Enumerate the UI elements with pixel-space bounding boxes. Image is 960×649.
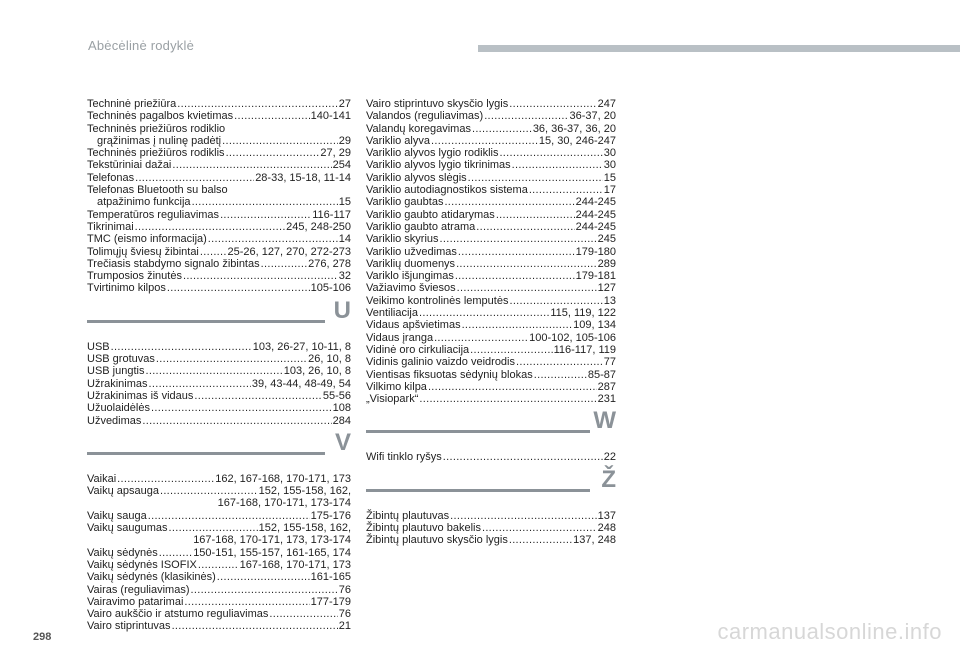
section-t xyxy=(87,98,351,295)
dot-leader xyxy=(148,510,310,522)
index-entry-term: Vidaus įranga xyxy=(366,331,434,344)
index-entry-pages: 103, 26-27, 10-11, 8 xyxy=(252,340,351,353)
index-entry xyxy=(366,147,616,159)
index-entry-pages: 179-180 xyxy=(575,245,616,258)
dot-leader xyxy=(217,571,310,583)
dot-leader xyxy=(177,98,337,110)
index-entry-pages: 100-102, 105-106 xyxy=(529,331,616,344)
index-entry-pages: 13 xyxy=(603,294,616,307)
index-entry xyxy=(87,353,351,365)
dot-leader xyxy=(135,221,286,233)
index-entry xyxy=(366,307,616,319)
index-entry xyxy=(87,172,351,184)
dot-leader xyxy=(261,258,308,270)
section-w xyxy=(366,451,616,463)
index-entry xyxy=(87,246,351,258)
section-u xyxy=(87,341,351,427)
dot-leader xyxy=(169,522,258,534)
index-entry-pages: 15 xyxy=(338,196,351,209)
index-entry xyxy=(366,332,616,344)
index-entry xyxy=(87,378,351,390)
index-entry-pages: 167-168, 170-171, 173-174 xyxy=(217,497,351,510)
index-entry-pages: 140-141 xyxy=(310,110,351,123)
index-entry-pages: 150-151, 155-157, 161-165, 174 xyxy=(193,546,351,559)
index-entry xyxy=(87,135,351,147)
index-entry xyxy=(87,485,351,497)
index-entry-pages: 77 xyxy=(603,356,616,369)
index-entry-term: Užrakinimas xyxy=(87,377,148,390)
dot-leader xyxy=(194,390,321,402)
index-entry-term: Variklio skyrius xyxy=(366,233,439,246)
section-heading-u xyxy=(87,296,351,335)
index-entry xyxy=(87,159,351,171)
section-heading-w xyxy=(366,407,616,445)
index-entry-pages: 177-179 xyxy=(310,595,351,608)
index-entry-term: USB xyxy=(87,340,110,353)
index-entry-pages: 152, 155-158, 162, xyxy=(258,522,351,535)
index-entry xyxy=(87,209,351,221)
dot-leader xyxy=(184,596,309,608)
index-entry xyxy=(366,510,616,522)
index-entry-pages: 289 xyxy=(597,257,616,270)
index-entry xyxy=(366,196,616,208)
section-heading-z xyxy=(366,465,616,504)
index-entry-pages: 244-245 xyxy=(575,196,616,209)
index-entry-pages: 247 xyxy=(597,98,616,110)
index-entry-term: Vairavimo patarimai xyxy=(87,595,184,608)
section-v xyxy=(87,473,351,633)
index-entry-pages: 17 xyxy=(603,184,616,197)
index-entry xyxy=(366,522,616,534)
index-entry xyxy=(87,596,351,608)
section-letter: U xyxy=(333,296,351,324)
index-entry xyxy=(87,571,351,583)
dot-leader xyxy=(512,159,603,171)
index-entry-pages: 287 xyxy=(597,380,616,393)
index-entry-term: Vidinis galinio vaizdo veidrodis xyxy=(366,356,515,369)
index-entry-pages: 254 xyxy=(332,159,351,172)
index-entry-term: Vaikų sėdynės xyxy=(87,546,158,559)
index-entry-pages: 39, 43-44, 48-49, 54 xyxy=(251,377,351,390)
section-rule xyxy=(366,489,590,492)
index-entry-term: Tekstūriniai dažai xyxy=(87,159,172,172)
dot-leader xyxy=(222,135,338,147)
index-entry xyxy=(87,559,351,571)
index-entry-pages: 85-87 xyxy=(587,368,616,381)
dot-leader xyxy=(172,159,331,171)
index-entry-term: Vairas (reguliavimas) xyxy=(87,583,190,596)
index-entry xyxy=(87,620,351,632)
index-entry-pages: 162, 167-168, 170-171, 173 xyxy=(215,472,351,485)
dot-leader xyxy=(151,402,332,414)
index-entry xyxy=(366,159,616,171)
dot-leader xyxy=(509,98,596,110)
dot-leader xyxy=(457,282,597,294)
index-entry xyxy=(366,209,616,221)
index-entry-pages: 284 xyxy=(332,414,351,427)
index-entry-term: Wifi tinklo ryšys xyxy=(366,451,442,464)
index-entry-pages: 36-37, 20 xyxy=(569,110,616,123)
index-entry-pages: 103, 26, 10, 8 xyxy=(283,365,351,378)
index-entry-pages: 105-106 xyxy=(310,282,351,295)
section-letter: V xyxy=(334,428,351,456)
index-entry-term: Variklio gaubto atidarymas xyxy=(366,208,495,221)
index-entry-term: Temperatūros reguliavimas xyxy=(87,208,220,221)
index-entry xyxy=(87,341,351,353)
index-column-left xyxy=(87,98,351,633)
index-entry-pages: 115, 119, 122 xyxy=(550,307,616,320)
index-entry xyxy=(366,295,616,307)
index-entry-pages: 152, 155-158, 162, xyxy=(258,485,351,498)
index-entry-term: Žibintų plautuvo bakelis xyxy=(366,522,481,535)
index-entry-term: Variklio užvedimas xyxy=(366,245,457,258)
section-letter: Ž xyxy=(601,465,616,493)
dot-leader xyxy=(462,319,573,331)
index-entry-term: TMC (eismo informacija) xyxy=(87,233,207,246)
index-entry-pages: 116-117, 119 xyxy=(553,343,616,356)
index-entry-pages: 161-165 xyxy=(310,571,351,584)
dot-leader xyxy=(142,415,331,427)
dot-leader xyxy=(428,381,597,393)
dot-leader xyxy=(496,209,575,221)
dot-leader xyxy=(476,221,574,233)
index-entry xyxy=(366,369,616,381)
index-entry-pages: 245 xyxy=(597,233,616,246)
dot-leader xyxy=(458,246,575,258)
index-entry-term: Techninės priežiūros rodiklio xyxy=(87,122,226,135)
dot-leader xyxy=(160,485,258,497)
section-rule xyxy=(87,452,325,455)
dot-leader xyxy=(455,270,575,282)
index-entry xyxy=(87,123,351,135)
index-entry-term: Vaikų sauga xyxy=(87,509,147,522)
index-entry xyxy=(87,282,351,294)
index-entry-pages: 76 xyxy=(338,608,351,621)
index-entry-term: Užuolaidėlės xyxy=(87,402,150,415)
page-number: 298 xyxy=(33,631,52,643)
index-entry-term: Vidinė oro cirkuliacija xyxy=(366,343,470,356)
index-entry-pages: 21 xyxy=(338,620,351,633)
index-entry-term: Žibintų plautuvas xyxy=(366,509,450,522)
index-entry-pages: 32 xyxy=(338,270,351,283)
index-entry-term: Ventiliacija xyxy=(366,307,418,320)
dot-leader xyxy=(191,584,338,596)
index-entry-term: USB grotuvas xyxy=(87,353,155,366)
index-entry xyxy=(87,390,351,402)
dot-leader xyxy=(440,233,597,245)
index-entry-term: Variklio gaubto atrama xyxy=(366,220,476,233)
section-rule xyxy=(366,430,590,433)
dot-leader xyxy=(198,559,239,571)
index-entry-term: Variklio alyva xyxy=(366,134,430,147)
index-entry-pages: 137, 248 xyxy=(573,534,616,547)
dot-leader xyxy=(509,534,572,546)
index-entry-pages: 116-117 xyxy=(312,208,351,221)
index-entry xyxy=(87,608,351,620)
dot-leader xyxy=(443,451,603,463)
index-entry xyxy=(366,221,616,233)
dot-leader xyxy=(192,196,338,208)
index-entry-term: Vilkimo kilpa xyxy=(366,380,427,393)
dot-leader xyxy=(226,147,320,159)
index-entry-pages: 15, 30, 246-247 xyxy=(538,134,616,147)
index-entry-term: Vairo aukščio ir atstumo reguliavimas xyxy=(87,608,269,621)
index-entry xyxy=(366,534,616,546)
dot-leader xyxy=(472,123,532,135)
index-entry-term: Trumposios žinutės xyxy=(87,270,182,283)
index-entry-term: USB jungtis xyxy=(87,365,145,378)
index-entry xyxy=(366,381,616,393)
index-entry xyxy=(87,98,351,110)
dot-leader xyxy=(111,341,252,353)
section-v-continued xyxy=(366,98,616,405)
index-entry-term: atpažinimo funkcija xyxy=(97,196,191,209)
dot-leader xyxy=(419,307,549,319)
index-entry-pages: 127 xyxy=(597,282,616,295)
section-z xyxy=(366,510,616,547)
index-entry-pages: 25-26, 127, 270, 272-273 xyxy=(227,245,351,258)
index-entry-pages: 167-168, 170-171, 173 xyxy=(239,558,351,571)
index-entry-term: Užvedimas xyxy=(87,414,142,427)
dot-leader xyxy=(117,473,214,485)
index-entry-pages: 26, 10, 8 xyxy=(308,353,351,366)
index-entry-pages: 76 xyxy=(338,583,351,596)
index-entry-term: Tolimųjų šviesų žibintai xyxy=(87,245,199,258)
index-entry-term: Variklių duomenys xyxy=(366,257,456,270)
index-entry-pages: 231 xyxy=(597,393,616,406)
index-entry xyxy=(87,233,351,245)
index-entry xyxy=(87,510,351,522)
index-entry-term: Vaikų apsauga xyxy=(87,485,159,498)
index-entry-term: Užrakinimas iš vidaus xyxy=(87,389,194,402)
index-entry-term: Variklo išjungimas xyxy=(366,270,454,283)
index-entry-pages: 29 xyxy=(338,134,351,147)
index-entry-term: Vaikų sėdynės (klasikinės) xyxy=(87,571,216,584)
index-entry-term: Variklio alyvos lygio tikrinimas xyxy=(366,159,511,172)
index-entry-term: grąžinimas į nulinę padėtį xyxy=(97,134,222,147)
dot-leader xyxy=(450,510,596,522)
dot-leader xyxy=(434,332,528,344)
dot-leader xyxy=(167,282,310,294)
index-entry-term: Vaikų saugumas xyxy=(87,522,168,535)
index-entry-term: Tvirtinimo kilpos xyxy=(87,282,166,295)
index-entry-term: Valandos (reguliavimas) xyxy=(366,110,484,123)
index-entry xyxy=(366,135,616,147)
index-entry-pages: 108 xyxy=(332,402,351,415)
index-entry xyxy=(87,522,351,534)
index-entry-term: Vaikai xyxy=(87,472,117,485)
index-entry-term: Telefonas xyxy=(87,171,135,184)
index-entry-pages: 179-181 xyxy=(575,270,616,283)
index-entry-pages: 28-33, 15-18, 11-14 xyxy=(255,171,351,184)
index-entry-term: Tikrinimai xyxy=(87,220,134,233)
dot-leader xyxy=(468,172,603,184)
index-entry xyxy=(366,246,616,258)
index-entry xyxy=(87,221,351,233)
index-entry xyxy=(366,319,616,331)
index-entry-pages: 14 xyxy=(338,233,351,246)
index-entry-pages: 276, 278 xyxy=(308,257,351,270)
index-entry xyxy=(366,172,616,184)
dot-leader xyxy=(482,522,597,534)
index-entry-pages: 27, 29 xyxy=(320,147,351,160)
dot-leader xyxy=(220,209,311,221)
index-entry xyxy=(366,393,616,405)
page-header-title: Abėcėlinė rodyklė xyxy=(88,38,195,53)
section-letter: W xyxy=(593,407,616,435)
index-column-right xyxy=(366,98,616,547)
index-entry-term: Žibintų plautuvo skysčio lygis xyxy=(366,534,508,547)
dot-leader xyxy=(529,184,603,196)
dot-leader xyxy=(470,344,552,356)
index-entry-term: Techninės pagalbos kvietimas xyxy=(87,110,234,123)
index-entry-pages: 30 xyxy=(603,147,616,160)
index-entry-term: Variklio gaubtas xyxy=(366,196,444,209)
index-entry xyxy=(87,497,351,509)
dot-leader xyxy=(200,246,227,258)
dot-leader xyxy=(444,196,574,208)
dot-leader xyxy=(234,110,309,122)
index-entry-pages: 248 xyxy=(597,522,616,535)
index-entry-pages: 244-245 xyxy=(575,208,616,221)
index-entry xyxy=(87,584,351,596)
index-entry-pages: 109, 134 xyxy=(573,319,616,332)
dot-leader xyxy=(145,365,282,377)
index-entry xyxy=(366,184,616,196)
index-entry xyxy=(366,344,616,356)
index-entry-term: Variklio alyvos slėgis xyxy=(366,171,467,184)
index-entry xyxy=(87,184,351,196)
index-entry-term: Važiavimo šviesos xyxy=(366,282,456,295)
index-entry-pages: 137 xyxy=(597,509,616,522)
dot-leader xyxy=(156,353,307,365)
index-entry xyxy=(87,258,351,270)
index-entry-pages: 36, 36-37, 36, 20 xyxy=(532,122,616,135)
index-entry-term: Vairo stiprintuvo skysčio lygis xyxy=(366,98,509,110)
index-entry-pages: 27 xyxy=(338,98,351,110)
index-entry xyxy=(366,282,616,294)
index-entry xyxy=(366,98,616,110)
index-entry xyxy=(366,451,616,463)
index-entry-pages: 244-245 xyxy=(575,220,616,233)
index-entry xyxy=(366,356,616,368)
index-entry xyxy=(87,196,351,208)
index-entry-term: Vaikų sėdynės ISOFIX xyxy=(87,558,197,571)
index-entry-pages: 30 xyxy=(603,159,616,172)
index-entry xyxy=(366,233,616,245)
dot-leader xyxy=(419,393,596,405)
dot-leader xyxy=(172,620,338,632)
index-entry xyxy=(366,258,616,270)
index-entry xyxy=(87,270,351,282)
index-entry-pages: 55-56 xyxy=(322,389,351,402)
index-entry-term: Variklio autodiagnostikos sistema xyxy=(366,184,528,197)
dot-leader xyxy=(208,233,338,245)
watermark: carmanualsonline.info xyxy=(717,619,942,644)
index-entry xyxy=(87,365,351,377)
index-entry-term: Vientisas fiksuotas sėdynių blokas xyxy=(366,368,533,381)
index-entry-term: Trečiasis stabdymo signalo žibintas xyxy=(87,257,260,270)
index-entry-term: „Visiopark“ xyxy=(366,393,419,406)
index-entry xyxy=(87,473,351,485)
dot-leader xyxy=(159,547,192,559)
dot-leader xyxy=(431,135,538,147)
index-entry xyxy=(87,547,351,559)
index-entry xyxy=(87,415,351,427)
index-entry-pages: 15 xyxy=(603,171,616,184)
index-entry-pages: 245, 248-250 xyxy=(286,220,351,233)
index-entry-pages: 167-168, 170-171, 173, 173-174 xyxy=(193,534,351,547)
index-entry xyxy=(366,110,616,122)
dot-leader xyxy=(183,270,338,282)
section-rule xyxy=(87,320,325,323)
dot-leader xyxy=(456,258,597,270)
index-entry xyxy=(366,270,616,282)
index-entry-term: Variklio alyvos lygio rodiklis xyxy=(366,147,499,160)
index-entry xyxy=(87,147,351,159)
index-entry-term: Veikimo kontrolinės lemputės xyxy=(366,294,509,307)
dot-leader xyxy=(509,295,602,307)
index-entry-term: Techninės priežiūros rodiklis xyxy=(87,147,225,160)
index-entry-term: Vairo stiprintuvas xyxy=(87,620,171,633)
index-entry xyxy=(87,402,351,414)
dot-leader xyxy=(269,608,337,620)
index-entry-pages: 175-176 xyxy=(310,509,351,522)
index-entry-term: Vidaus apšvietimas xyxy=(366,319,461,332)
index-entry-term: Telefonas Bluetooth su balso xyxy=(87,184,228,197)
dot-leader xyxy=(149,378,251,390)
index-entry xyxy=(87,534,351,546)
index-entry xyxy=(366,123,616,135)
header-bar xyxy=(478,45,960,52)
index-entry xyxy=(87,110,351,122)
index-entry-term: Valandų koregavimas xyxy=(366,122,471,135)
dot-leader xyxy=(499,147,602,159)
dot-leader xyxy=(484,110,568,122)
dot-leader xyxy=(534,369,587,381)
section-heading-v xyxy=(87,428,351,467)
dot-leader xyxy=(516,356,603,368)
index-entry-term: Techninė priežiūra xyxy=(87,98,177,110)
index-entry-pages: 22 xyxy=(603,451,616,464)
dot-leader xyxy=(135,172,254,184)
